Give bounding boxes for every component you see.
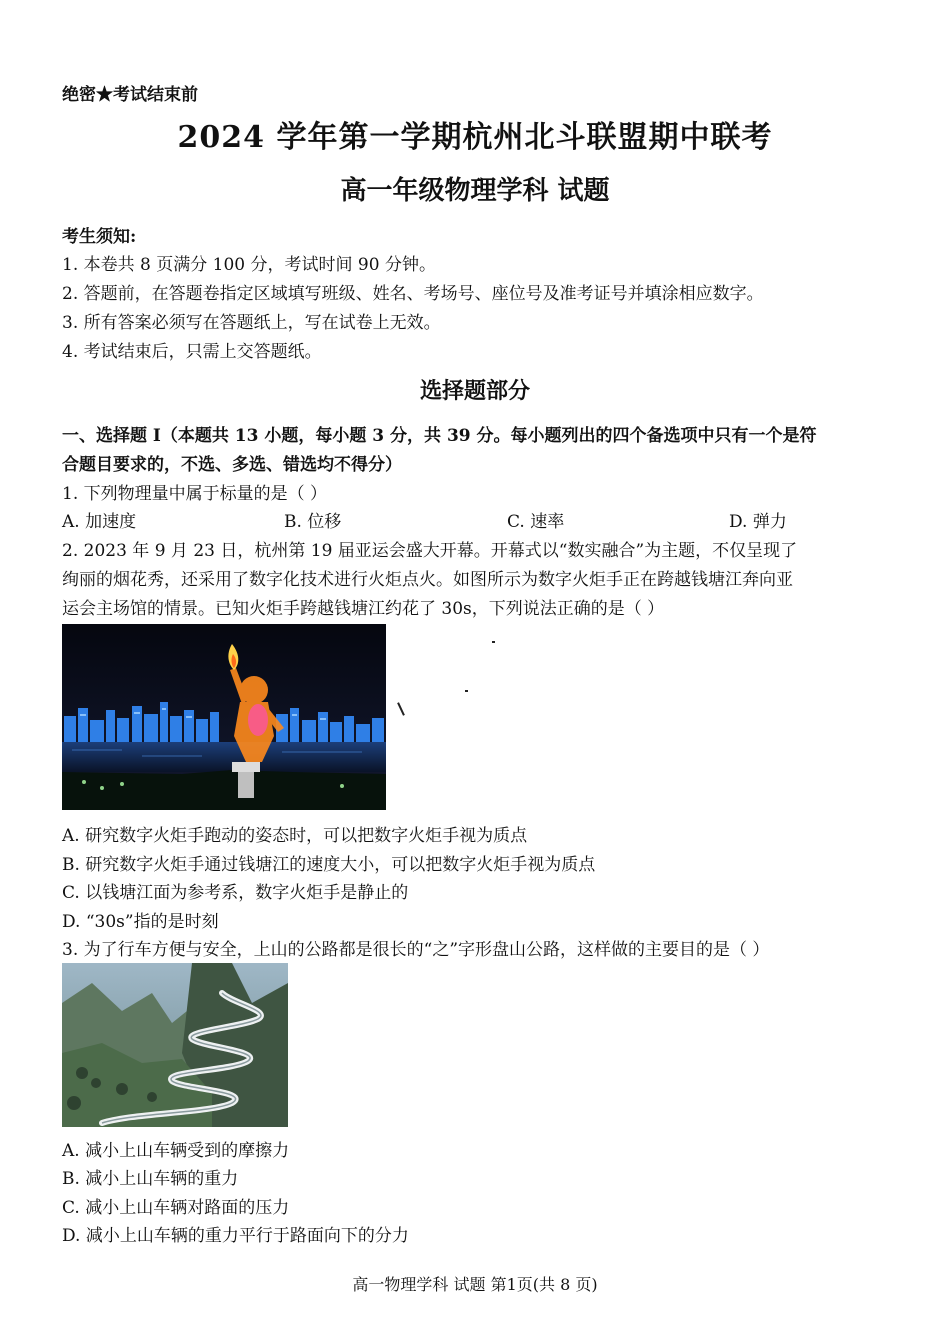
- part-instructions: 合题目要求的，不选、多选、错选均不得分）: [62, 455, 402, 475]
- notice-item: 1. 本卷共 8 页满分 100 分，考试时间 90 分钟。: [62, 255, 436, 275]
- option-a: A. 减小上山车辆受到的摩擦力: [62, 1141, 290, 1161]
- option-a: A. 研究数字火炬手跑动的姿态时，可以把数字火炬手视为质点: [62, 826, 528, 846]
- mountain-road-image: [62, 963, 288, 1127]
- section-title: 选择题部分: [419, 378, 530, 404]
- confidential-label: 绝密★考试结束前: [62, 85, 198, 105]
- option-c: C. 以钱塘江面为参考系，数字火炬手是静止的: [62, 883, 409, 903]
- notice-heading: 考生须知:: [62, 227, 137, 247]
- option-b: B. 位移: [284, 512, 342, 532]
- option-c: C. 减小上山车辆对路面的压力: [62, 1198, 290, 1218]
- exam-title: 2024 学年第一学期杭州北斗联盟期中联考: [177, 120, 773, 155]
- part-instructions: 一、选择题 I（本题共 13 小题，每小题 3 分，共 39 分。每小题列出的四个备选项中只有一个是符: [62, 426, 817, 446]
- exam-subtitle: 高一年级物理学科 试题: [340, 176, 610, 206]
- option-a: A. 加速度: [62, 512, 137, 532]
- scan-mark: [492, 641, 495, 643]
- question-stem: 2. 2023 年 9 月 23 日，杭州第 19 届亚运会盛大开幕。开幕式以“数实融合”为主题，不仅呈现了: [62, 541, 798, 561]
- torchbearer-illustration: [62, 624, 386, 810]
- notice-item: 2. 答题前，在答题卷指定区域填写班级、姓名、考场号、座位号及准考证号并填涂相应数字。: [62, 284, 764, 304]
- notice-item: 4. 考试结束后，只需上交答题纸。: [62, 342, 322, 362]
- notice-item: 3. 所有答案必须写在答题纸上，写在试卷上无效。: [62, 313, 441, 333]
- question-stem: 3. 为了行车方便与安全，上山的公路都是很长的“之”字形盘山公路，这样做的主要目的是（ ）: [62, 940, 770, 960]
- page-footer: 高一物理学科 试题 第1页(共 8 页): [352, 1275, 598, 1294]
- option-d: D. 减小上山车辆的重力平行于路面向下的分力: [62, 1226, 409, 1246]
- question-stem: 绚丽的烟花秀，还采用了数字化技术进行火炬点火。如图所示为数字火炬手正在跨越钱塘江奔向亚: [62, 570, 793, 590]
- option-b: B. 研究数字火炬手通过钱塘江的速度大小，可以把数字火炬手视为质点: [62, 855, 596, 875]
- option-d: D. 弹力: [729, 512, 787, 532]
- question-stem: 运会主场馆的情景。已知火炬手跨越钱塘江约花了 30s，下列说法正确的是（ ）: [62, 599, 665, 619]
- torchbearer-image: [62, 624, 386, 810]
- scan-mark: [465, 690, 468, 692]
- option-c: C. 速率: [507, 512, 565, 532]
- option-b: B. 减小上山车辆的重力: [62, 1169, 239, 1189]
- option-d: D. “30s”指的是时刻: [62, 912, 219, 932]
- scan-mark: [397, 702, 405, 716]
- question-stem: 1. 下列物理量中属于标量的是（ ）: [62, 484, 328, 504]
- mountain-road-illustration: [62, 963, 288, 1127]
